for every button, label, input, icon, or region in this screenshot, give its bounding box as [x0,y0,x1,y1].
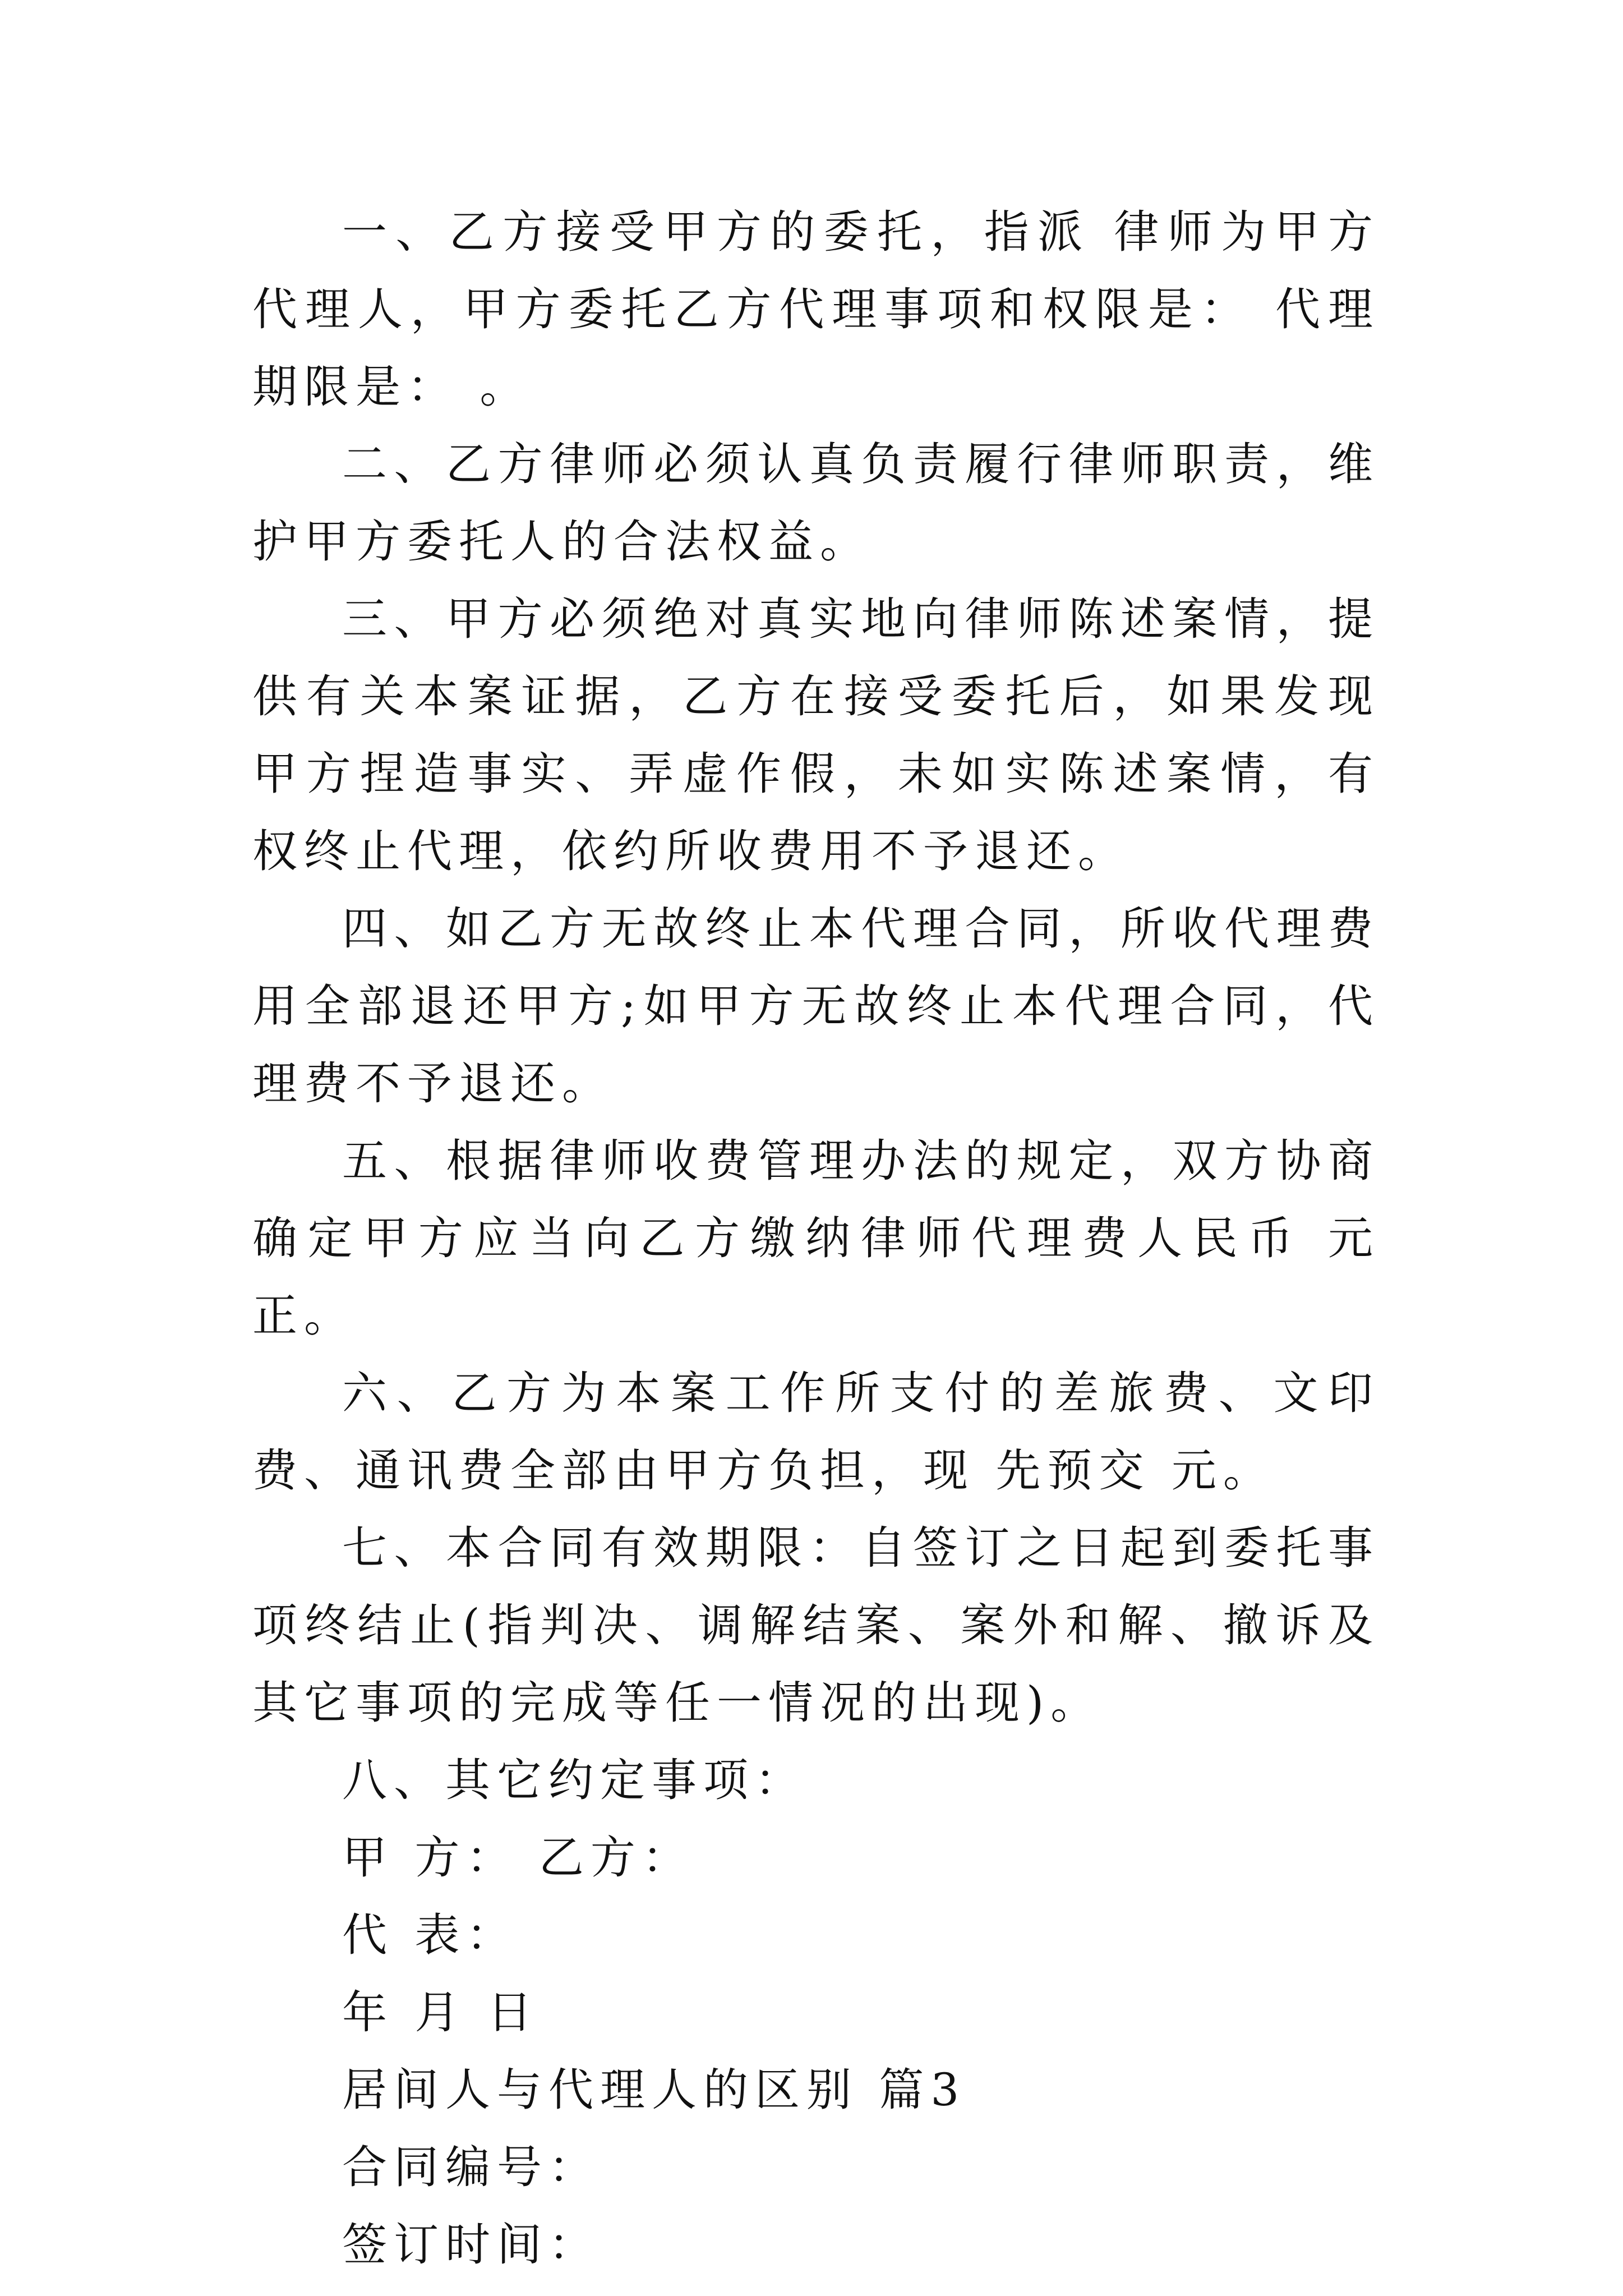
clause-7: 七、本合同有效期限：自签订之日起到委托事项终结止(指判决、调解结案、案外和解、撤诉及其它事项的完成等任一情况的出现)。 [252,1522,1380,1729]
clause-2: 二、乙方律师必须认真负责履行律师职责，维护甲方委托人的合法权益。 [252,438,1380,568]
signing-time-line: 签订时间： [342,2219,600,2271]
clause-3: 三、甲方必须绝对真实地向律师陈述案情，提供有关本案证据，乙方在接受委托后，如果发现甲方捏造事实、弄虚作假，未如实陈述案情，有权终止代理，依约所收费用不予退还。 [252,593,1380,877]
other-matters-line: 八、其它约定事项： [342,1754,806,1806]
contract-number-line: 合同编号： [342,2141,600,2193]
clause-1: 一、乙方接受甲方的委托，指派 律师为甲方代理人，甲方委托乙方代理事项和权限是： 代理期限是： 。 [252,206,1380,413]
clause-5: 五、根据律师收费管理办法的规定，双方协商确定甲方应当向乙方缴纳律师代理费人民币 元正。 [252,1135,1380,1342]
document-body [252,194,1380,2284]
clause-6: 六、乙方为本案工作所支付的差旅费、文印费、通讯费全部由甲方负担，现 先预交 元。 [252,1367,1380,1497]
section-title: 居间人与代理人的区别 篇3 [342,2064,966,2116]
clause-4: 四、如乙方无故终止本代理合同，所收代理费用全部退还甲方;如甲方无故终止本代理合同，代理费不予退还。 [252,903,1380,1110]
representative-line: 代 表： [342,1909,518,1961]
signature-parties-line: 甲 方： 乙方： [342,1832,694,1884]
date-line: 年 月 日 [342,1986,539,2039]
